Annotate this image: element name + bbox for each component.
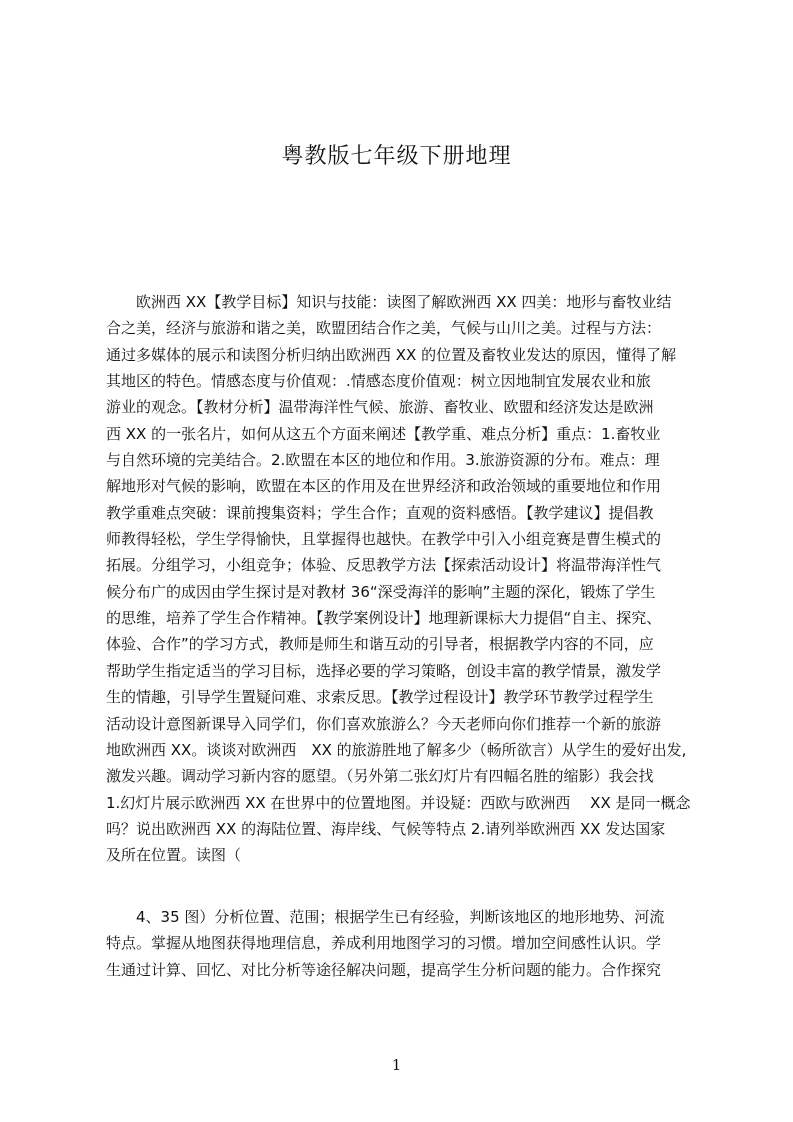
body-paragraph-1 bbox=[106, 289, 698, 869]
text-line: 与自然环境的完美结合。2.欧盟在本区的地位和作用。3.旅游资源的分布。难点：理 bbox=[106, 451, 660, 470]
text-line: 激发兴趣。调动学习新内容的愿望。（另外第二张幻灯片有四幅名胜的缩影）我会找 bbox=[106, 767, 654, 786]
text-line: 4、35 图）分析位置、范围；根据学生已有经验，判断该地区的地形地势、河流 bbox=[106, 908, 665, 926]
text-line: 通过多媒体的展示和读图分析归纳出欧洲西 XX 的位置及畜牧业发达的原因，懂得了解 bbox=[106, 345, 677, 364]
text-line: 及所在位置。读图（ bbox=[106, 846, 242, 865]
text-line: 的思维，培养了学生合作精神。【教学案例设计】地理新课标大力提倡“自主、探究、 bbox=[106, 609, 662, 628]
text-line: 其地区的特色。情感态度与价值观：.情感态度价值观：树立因地制宜发展农业和旅 bbox=[106, 372, 651, 391]
text-line: 1.幻灯片展示欧洲西 XX 在世界中的位置地图。并设疑：西欧与欧洲西 XX 是同一概念 bbox=[106, 793, 691, 812]
text-line: 生的情趣，引导学生置疑问难、求索反思。【教学过程设计】教学环节教学过程学生 bbox=[106, 688, 654, 707]
text-line: 活动设计意图新课导入同学们，你们喜欢旅游么？今天老师向你们推荐一个新的旅游 bbox=[106, 714, 662, 733]
text-line: 欧洲西 XX【教学目标】知识与技能：读图了解欧洲西 XX 四美：地形与畜牧业结 bbox=[106, 293, 672, 311]
page-number: 1 bbox=[391, 1056, 402, 1074]
text-line: 拓展。分组学习，小组竞争；体验、反思教学方法【探索活动设计】将温带海洋性气 bbox=[106, 556, 662, 575]
text-line: 生通过计算、回忆、对比分析等途径解决问题，提高学生分析问题的能力。合作探究 bbox=[106, 960, 662, 979]
text-line: 帮助学生指定适当的学习目标，选择必要的学习策略，创设丰富的教学情景，激发学 bbox=[106, 661, 662, 680]
text-line: 游业的观念。【教材分析】温带海洋性气候、旅游、畜牧业、欧盟和经济发达是欧洲 bbox=[106, 398, 654, 417]
text-line: 西 XX 的一张名片，如何从这五个方面来阐述【教学重、难点分析】重点：1.畜牧业 bbox=[106, 424, 661, 443]
text-line: 候分布广的成因由学生探讨是对教材 36“深受海洋的影响”主题的深化，锻炼了学生 bbox=[106, 582, 656, 601]
text-line: 教学重难点突破：课前搜集资料；学生合作；直观的资料感悟。【教学建议】提倡教 bbox=[106, 503, 654, 522]
text-line: 地欧洲西 XX。谈谈对欧洲西 XX 的旅游胜地了解多少（畅所欲言）从学生的爱好出发, bbox=[106, 740, 687, 759]
document-title: 粤教版七年级下册地理 bbox=[281, 144, 512, 169]
text-line: 体验、合作”的学习方式，教师是师生和谐互动的引导者，根据教学内容的不同，应 bbox=[106, 635, 654, 654]
text-line: 解地形对气候的影响，欧盟在本区的作用及在世界经济和政治领域的重要地位和作用 bbox=[106, 477, 662, 496]
text-line: 特点。掌握从地图获得地理信息，养成利用地图学习的习惯。增加空间感性认识。学 bbox=[106, 934, 662, 953]
body-paragraph-2 bbox=[106, 904, 698, 983]
text-line: 合之美，经济与旅游和谐之美，欧盟团结合作之美，气候与山川之美。过程与方法： bbox=[106, 319, 662, 338]
text-line: 师教得轻松，学生学得愉快，且掌握得也越快。在教学中引入小组竞赛是曹生模式的 bbox=[106, 530, 662, 549]
text-line: 吗？说出欧洲西 XX 的海陆位置、海岸线、气候等特点 2.请列举欧洲西 XX 发达国家 bbox=[106, 819, 666, 838]
